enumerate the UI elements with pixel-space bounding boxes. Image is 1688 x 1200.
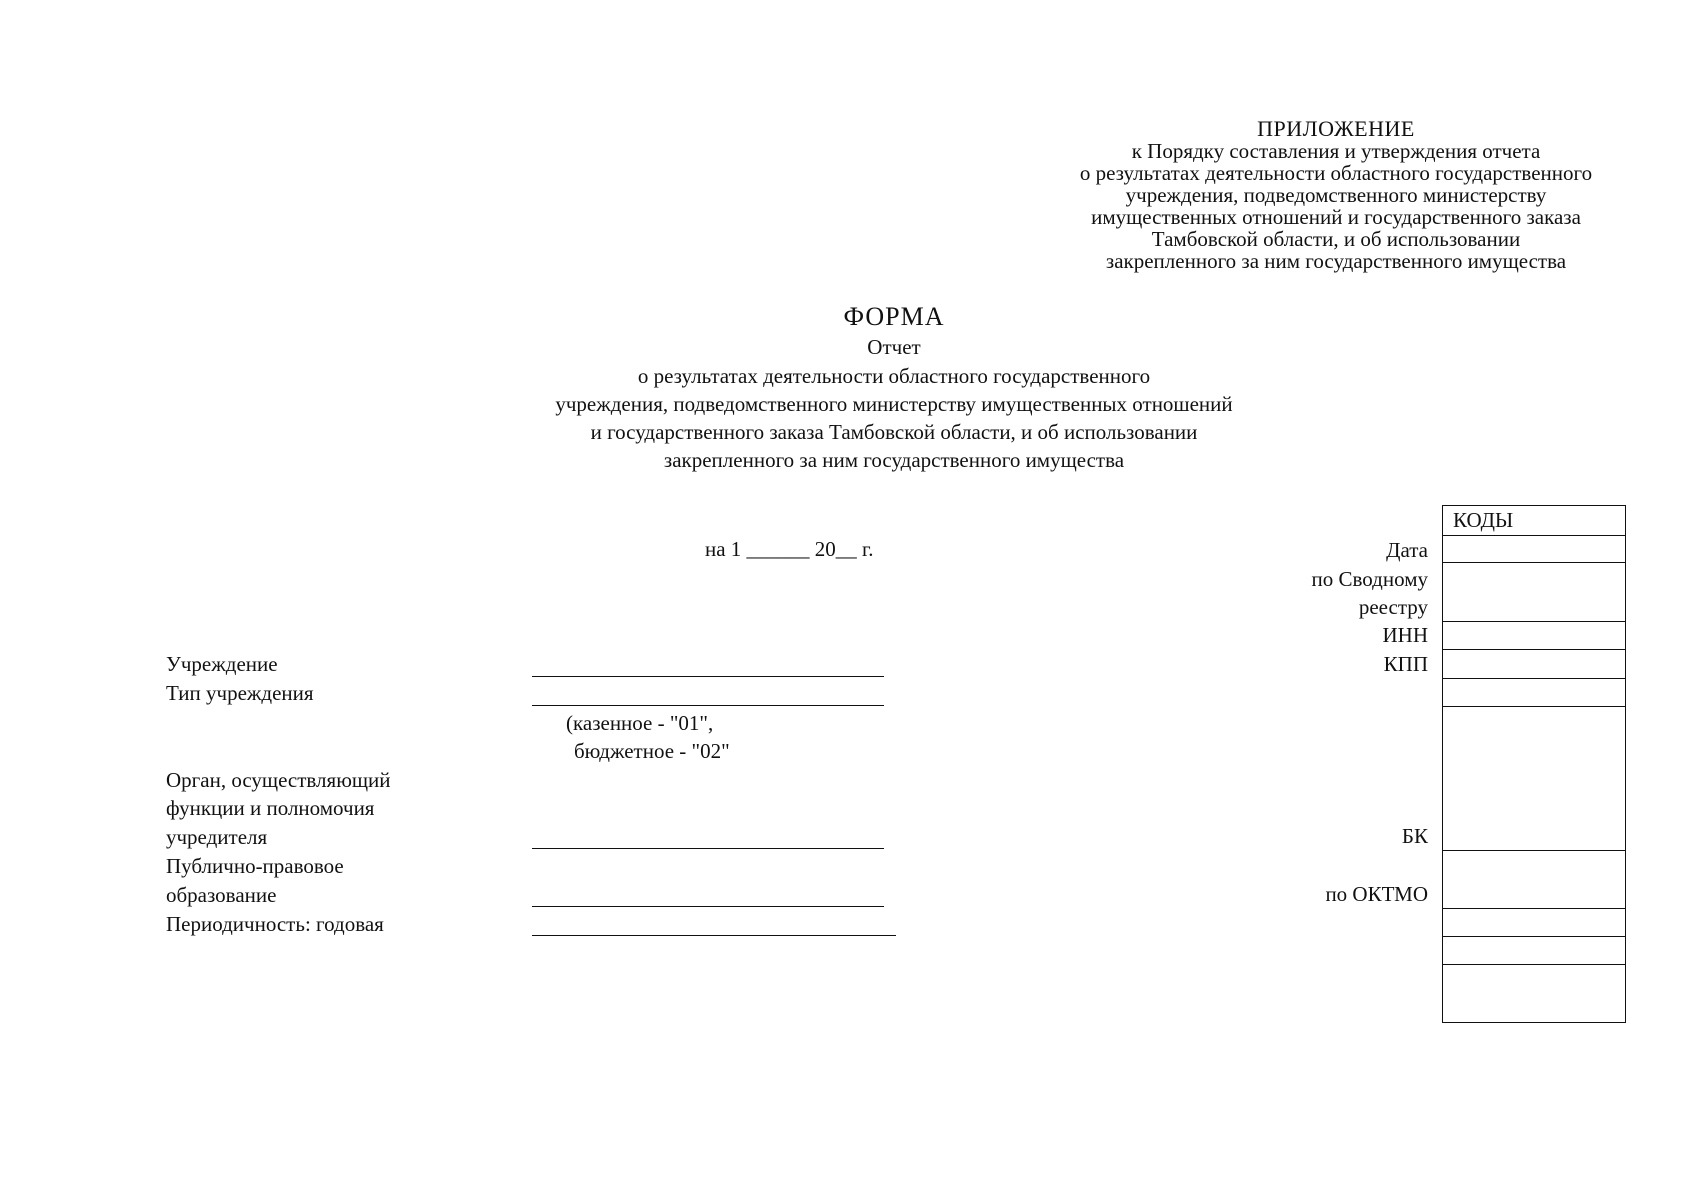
appendix-line: к Порядку составления и утверждения отчета bbox=[1131, 139, 1541, 163]
report-title-line: и государственного заказа Тамбовской области, и об использовании bbox=[590, 420, 1198, 444]
institution-underline bbox=[532, 676, 884, 677]
appendix-text bbox=[1006, 140, 1666, 272]
institution-label: Учреждение bbox=[166, 652, 278, 676]
appendix-line: имущественных отношений и государственного заказа bbox=[1091, 205, 1581, 229]
oktmo-label: по ОКТМО bbox=[1325, 882, 1428, 906]
codes-row-divider bbox=[1443, 535, 1625, 536]
appendix-line: о результатах деятельности областного государственного bbox=[1079, 161, 1593, 185]
founder-label: функции и полномочия bbox=[166, 796, 375, 820]
registry-label: реестру bbox=[1358, 595, 1428, 619]
form-subtitle: Отчет bbox=[867, 335, 921, 359]
codes-row-divider bbox=[1443, 850, 1625, 851]
codes-row-divider bbox=[1443, 649, 1625, 650]
report-title-line: о результатах деятельности областного государственного bbox=[637, 364, 1151, 388]
public-entity-label: Публично-правовое bbox=[166, 854, 344, 878]
institution-type-note: бюджетное - "02" bbox=[574, 739, 730, 763]
periodicity-label: Периодичность: годовая bbox=[166, 912, 384, 936]
registry-label: по Сводному bbox=[1311, 567, 1428, 591]
founder-label: Орган, осуществляющий bbox=[166, 768, 391, 792]
founder-label: учредителя bbox=[166, 825, 268, 849]
codes-row-divider bbox=[1443, 621, 1625, 622]
founder-underline bbox=[532, 848, 884, 849]
report-title-line: учреждения, подведомственного министерству имущественных отношений bbox=[555, 392, 1233, 416]
report-title bbox=[0, 362, 1688, 474]
report-date-line: на 1 ______ 20__ г. bbox=[705, 537, 874, 561]
report-title-line: закрепленного за ним государственного имущества bbox=[663, 448, 1125, 472]
public-entity-underline bbox=[532, 906, 884, 907]
appendix-title: ПРИЛОЖЕНИЕ bbox=[1257, 116, 1415, 141]
codes-row-divider bbox=[1443, 562, 1625, 563]
appendix-line: Тамбовской области, и об использовании bbox=[1151, 227, 1521, 251]
appendix-line: учреждения, подведомственного министерству bbox=[1125, 183, 1547, 207]
codes-header: КОДЫ bbox=[1453, 508, 1514, 532]
inn-label: ИНН bbox=[1382, 623, 1428, 647]
date-label: Дата bbox=[1386, 538, 1428, 562]
form-title: ФОРМА bbox=[843, 302, 945, 331]
appendix-line: закрепленного за ним государственного имущества bbox=[1105, 249, 1567, 273]
public-entity-label: образование bbox=[166, 883, 277, 907]
codes-row-divider bbox=[1443, 936, 1625, 937]
kpp-label: КПП bbox=[1383, 652, 1428, 676]
codes-row-divider bbox=[1443, 964, 1625, 965]
codes-row-divider bbox=[1443, 908, 1625, 909]
periodicity-underline bbox=[532, 935, 896, 936]
institution-type-note: (казенное - "01", bbox=[566, 711, 714, 735]
codes-table bbox=[1442, 505, 1626, 1023]
institution-type-label: Тип учреждения bbox=[166, 681, 314, 705]
institution-type-underline bbox=[532, 705, 884, 706]
codes-row-divider bbox=[1443, 706, 1625, 707]
codes-row-divider bbox=[1443, 678, 1625, 679]
bk-label: БК bbox=[1401, 824, 1428, 848]
